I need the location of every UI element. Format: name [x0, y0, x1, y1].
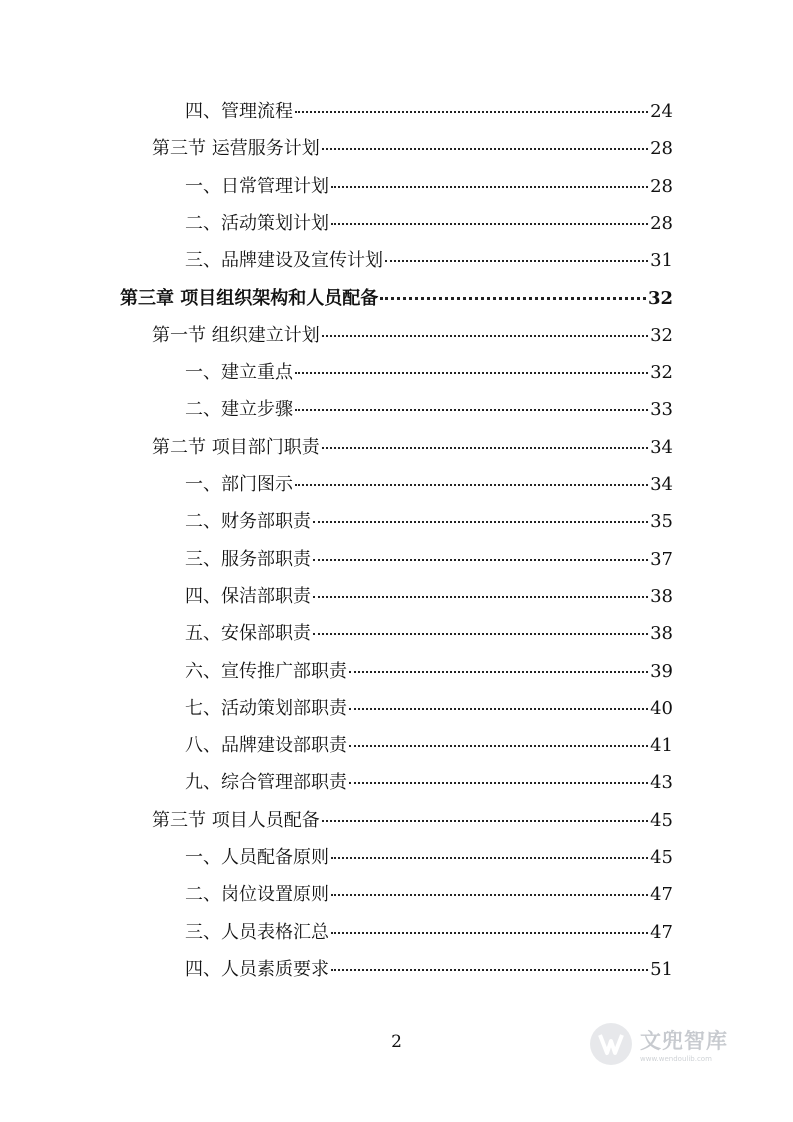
toc-leader-dots: [322, 335, 648, 337]
toc-entry-page: 47: [650, 922, 673, 943]
toc-entry-page: 28: [650, 176, 673, 197]
toc-entry[interactable]: [185, 622, 673, 646]
toc-entry[interactable]: [120, 287, 673, 311]
toc-entry-page: 31: [650, 250, 673, 271]
toc-leader-dots: [349, 745, 648, 747]
toc-entry[interactable]: [185, 249, 673, 273]
toc-entry-label: 二、财务部职责: [185, 511, 311, 532]
toc-entry-page: 32: [650, 362, 673, 383]
toc-entry-page: 51: [650, 959, 673, 980]
toc-leader-dots: [331, 894, 648, 896]
toc-entry-label: 八、品牌建设部职责: [185, 735, 347, 756]
toc-entry-label: 三、人员表格汇总: [185, 922, 329, 943]
toc-entry-label: 第三节 运营服务计划: [152, 138, 320, 159]
toc-entry[interactable]: [185, 660, 673, 684]
toc-leader-dots: [322, 148, 648, 150]
watermark-url: www.wendoulib.com: [640, 1055, 712, 1063]
toc-leader-dots: [295, 409, 648, 411]
toc-entry[interactable]: [152, 137, 673, 161]
toc-entry[interactable]: [185, 734, 673, 758]
toc-entry-page: 35: [650, 511, 673, 532]
toc-leader-dots: [349, 671, 648, 673]
toc-entry-label: 一、日常管理计划: [185, 176, 329, 197]
toc-entry-label: 四、人员素质要求: [185, 959, 329, 980]
toc-leader-dots: [313, 596, 648, 598]
toc-entry-label: 二、岗位设置原则: [185, 884, 329, 905]
toc-entry-label: 二、建立步骤: [185, 399, 293, 420]
toc-leader-dots: [331, 186, 648, 188]
toc-leader-dots: [322, 820, 648, 822]
toc-entry[interactable]: [185, 473, 673, 497]
toc-entry-page: 28: [650, 213, 673, 234]
toc-leader-dots: [349, 708, 648, 710]
toc-leader-dots: [385, 260, 648, 262]
toc-leader-dots: [331, 857, 648, 859]
toc-entry-label: 第一节 组织建立计划: [152, 325, 320, 346]
toc-entry[interactable]: [185, 921, 673, 945]
toc-leader-dots: [380, 297, 646, 300]
toc-entry-page: 41: [650, 735, 673, 756]
toc-leader-dots: [313, 521, 648, 523]
toc-entry[interactable]: [185, 212, 673, 236]
toc-entry-label: 四、管理流程: [185, 101, 293, 122]
toc-entry-label: 九、综合管理部职责: [185, 772, 347, 793]
toc-leader-dots: [331, 223, 648, 225]
toc-entry-page: 33: [650, 399, 673, 420]
toc-entry-page: 39: [650, 661, 673, 682]
toc-entry-page: 32: [647, 288, 673, 309]
toc-entry[interactable]: [152, 809, 673, 833]
toc-entry[interactable]: [185, 398, 673, 422]
watermark-title: 文兜智库: [640, 1029, 728, 1053]
toc-entry-label: 第三章 项目组织架构和人员配备: [120, 288, 379, 309]
toc-leader-dots: [295, 111, 648, 113]
toc-entry-page: 40: [650, 698, 673, 719]
toc-leader-dots: [313, 559, 648, 561]
toc-entry-page: 38: [650, 623, 673, 644]
toc-entry-label: 二、活动策划计划: [185, 213, 329, 234]
toc-entry[interactable]: [185, 510, 673, 534]
watermark: [588, 1016, 758, 1072]
toc-leader-dots: [331, 932, 648, 934]
page-number: 2: [391, 1032, 402, 1052]
toc-entry-page: 45: [650, 847, 673, 868]
toc-entry-label: 一、人员配备原则: [185, 847, 329, 868]
toc-leader-dots: [331, 969, 648, 971]
toc-entry-page: 38: [650, 586, 673, 607]
toc-entry[interactable]: [152, 436, 673, 460]
toc-entry-page: 47: [650, 884, 673, 905]
toc-entry-label: 一、部门图示: [185, 474, 293, 495]
toc-entry[interactable]: [185, 585, 673, 609]
toc-entry-page: 34: [650, 474, 673, 495]
toc-entry[interactable]: [185, 958, 673, 982]
toc-leader-dots: [295, 372, 648, 374]
toc-entry-page: 32: [650, 325, 673, 346]
toc-entry-page: 28: [650, 138, 673, 159]
toc-entry[interactable]: [185, 846, 673, 870]
toc-leader-dots: [313, 633, 648, 635]
toc-entry-label: 五、安保部职责: [185, 623, 311, 644]
toc-entry-label: 三、服务部职责: [185, 549, 311, 570]
toc-entry-page: 43: [650, 772, 673, 793]
toc-entry[interactable]: [185, 548, 673, 572]
toc-entry-page: 34: [650, 437, 673, 458]
toc-entry[interactable]: [185, 883, 673, 907]
toc-entry-label: 三、品牌建设及宣传计划: [185, 250, 383, 271]
toc-entry-page: 37: [650, 549, 673, 570]
toc-entry-page: 45: [650, 810, 673, 831]
toc-entry-label: 七、活动策划部职责: [185, 698, 347, 719]
toc-entry-label: 六、宣传推广部职责: [185, 661, 347, 682]
toc-entry[interactable]: [185, 175, 673, 199]
toc-entry-label: 四、保洁部职责: [185, 586, 311, 607]
toc-leader-dots: [295, 484, 648, 486]
toc-entry-label: 第二节 项目部门职责: [152, 437, 320, 458]
toc-entry-label: 第三节 项目人员配备: [152, 810, 320, 831]
toc-entry[interactable]: [185, 771, 673, 795]
toc-entry[interactable]: [185, 361, 673, 385]
toc-leader-dots: [349, 782, 648, 784]
toc-entry[interactable]: [152, 324, 673, 348]
toc-entry-page: 24: [650, 101, 673, 122]
toc-entry[interactable]: [185, 697, 673, 721]
watermark-logo-icon: [588, 1021, 634, 1067]
toc-entry[interactable]: [185, 100, 673, 124]
toc-entry-label: 一、建立重点: [185, 362, 293, 383]
toc-leader-dots: [322, 447, 648, 449]
